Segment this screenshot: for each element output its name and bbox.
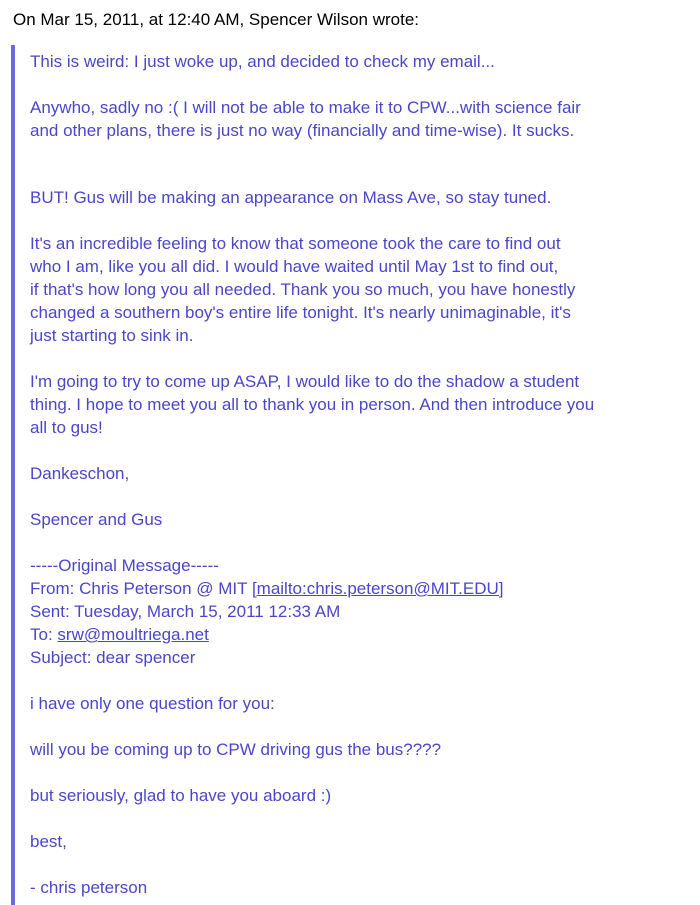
- reply-attribution-header: On Mar 15, 2011, at 12:40 AM, Spencer Wilson wrote:: [13, 10, 419, 29]
- original-body-line: - chris peterson: [30, 878, 148, 897]
- reply-signature: Spencer and Gus: [30, 510, 163, 529]
- original-from-line: [30, 577, 695, 600]
- reply-paragraph-5-line: thing. I hope to meet you all to thank you in person. And then introduce you: [30, 395, 595, 414]
- reply-paragraph-4-line: changed a southern boy's entire life tonight. It's nearly unimaginable, it's: [30, 303, 571, 322]
- original-body-line: will you be coming up to CPW driving gus the bus????: [30, 740, 442, 759]
- original-message-separator: -----Original Message-----: [30, 556, 219, 575]
- reply-paragraph-4-line: just starting to sink in.: [30, 326, 194, 345]
- original-to-line: [30, 623, 695, 646]
- reply-closing: Dankeschon,: [30, 464, 130, 483]
- reply-paragraph-2-line: and other plans, there is just no way (financially and time-wise). It sucks.: [30, 121, 575, 140]
- reply-paragraph-5-line: all to gus!: [30, 418, 103, 437]
- reply-paragraph-4-line: if that's how long you all needed. Thank you so much, you have honestly: [30, 280, 576, 299]
- original-body-line: but seriously, glad to have you aboard :): [30, 786, 332, 805]
- reply-paragraph-2-line: Anywho, sadly no :( I will not be able to make it to CPW...with science fair: [30, 98, 581, 117]
- reply-paragraph-4-line: It's an incredible feeling to know that someone took the care to find out: [30, 234, 561, 253]
- original-from-label: From: Chris Peterson @ MIT: [30, 579, 252, 598]
- original-body-line: i have only one question for you:: [30, 694, 275, 713]
- reply-paragraph-1: This is weird: I just woke up, and decided to check my email...: [30, 52, 495, 71]
- mailto-link[interactable]: [mailto:chris.peterson@MIT.EDU]: [251, 579, 504, 598]
- reply-paragraph-3: BUT! Gus will be making an appearance on Mass Ave, so stay tuned.: [30, 188, 552, 207]
- quoted-message: [30, 50, 695, 899]
- original-body-line: best,: [30, 832, 67, 851]
- recipient-email-link[interactable]: srw@moultriega.net: [57, 625, 209, 644]
- original-subject-line: Subject: dear spencer: [30, 648, 196, 667]
- original-to-label: To:: [30, 625, 58, 644]
- reply-paragraph-4-line: who I am, like you all did. I would have waited until May 1st to find out,: [30, 257, 559, 276]
- quote-bar: [11, 45, 15, 905]
- original-sent-line: Sent: Tuesday, March 15, 2011 12:33 AM: [30, 602, 341, 621]
- reply-paragraph-5-line: I'm going to try to come up ASAP, I would like to do the shadow a student: [30, 372, 580, 391]
